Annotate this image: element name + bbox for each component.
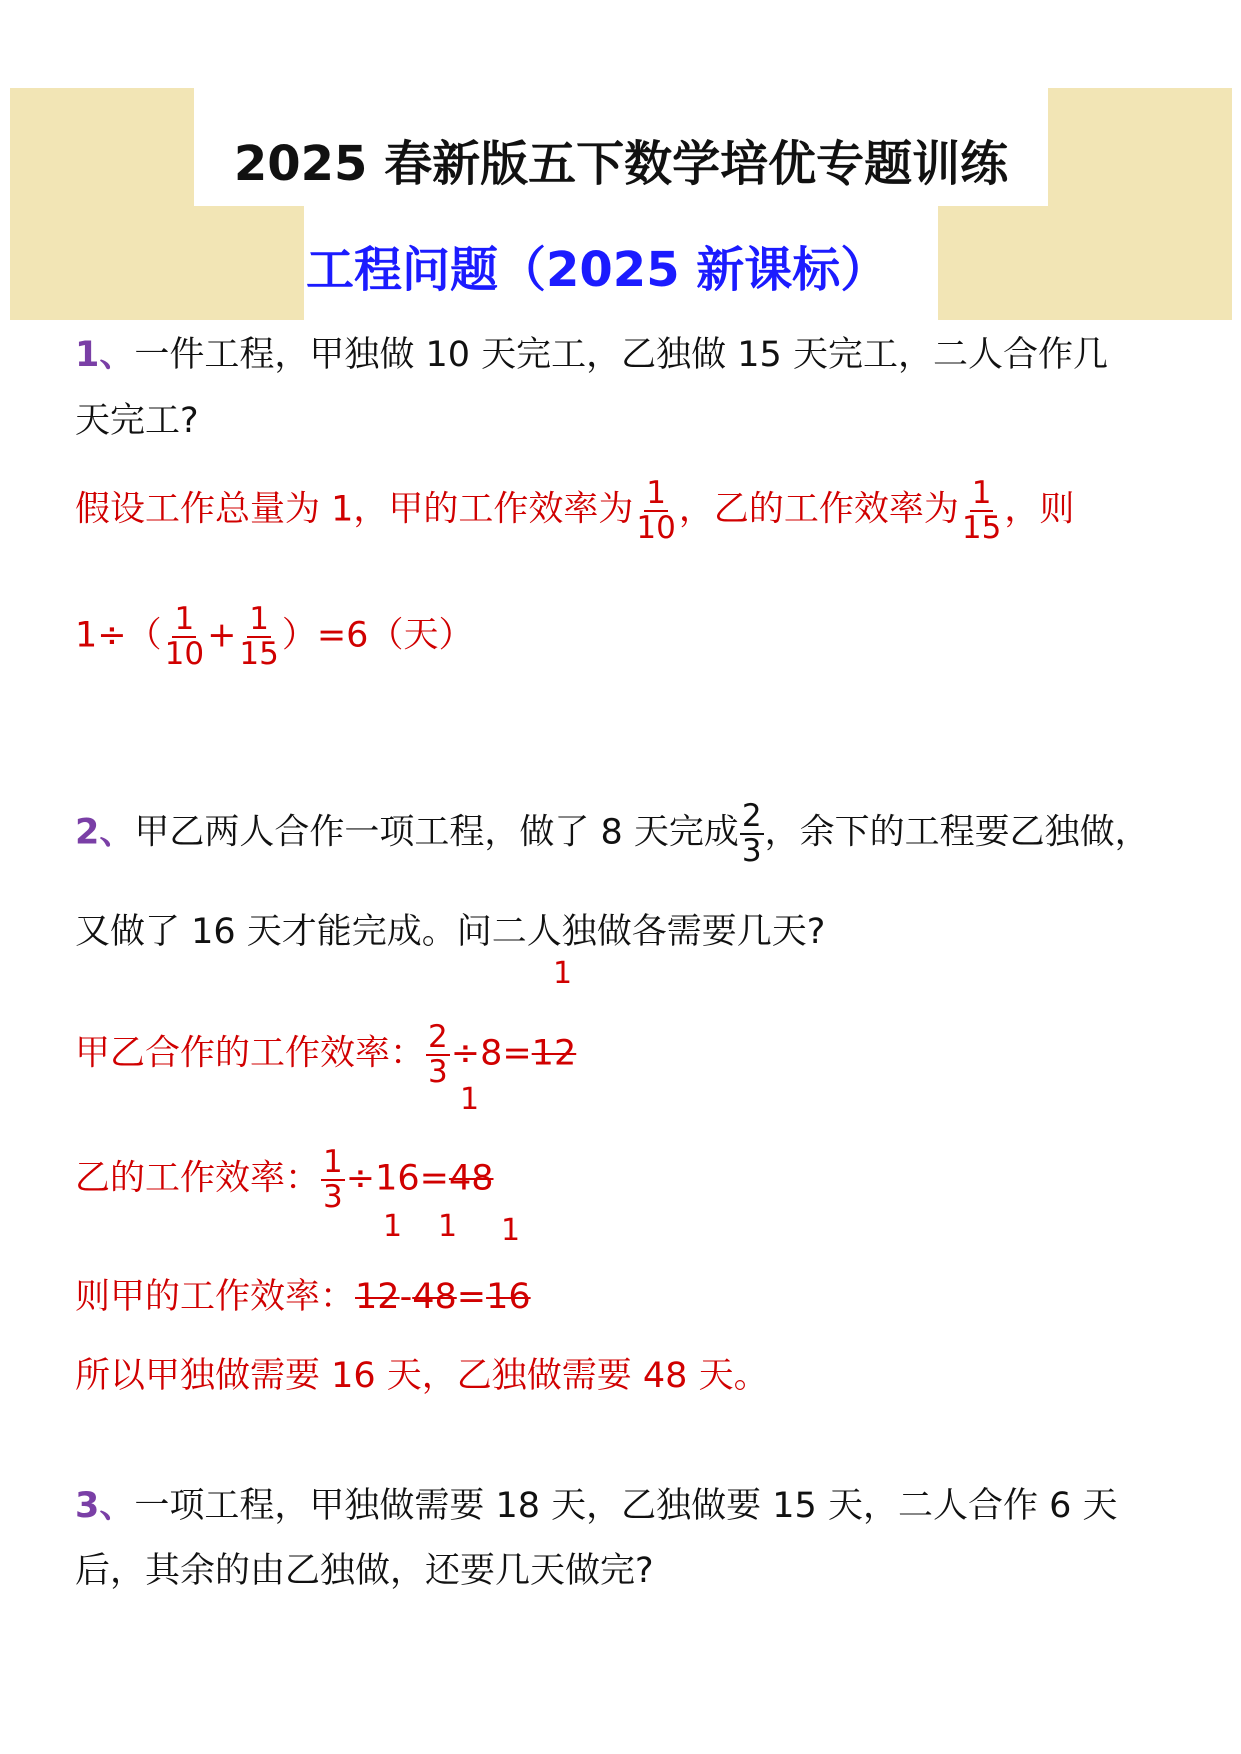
denominator: 10 — [164, 635, 205, 672]
question-3 — [75, 1486, 1118, 1526]
step-label: 则甲的工作效率： — [75, 1277, 356, 1317]
fraction — [237, 603, 280, 670]
denominator: 3 — [741, 832, 762, 869]
result-numerator: 1 — [553, 956, 573, 991]
denominator: 15 — [239, 635, 279, 672]
q2-step-2 — [75, 1146, 494, 1213]
step-label: 甲乙合作的工作效率： — [75, 1033, 426, 1074]
denominator: 10 — [636, 509, 676, 546]
page-subtitle: 工程问题（2025 新课标） — [306, 242, 889, 298]
result-numerator: 1 — [460, 1082, 480, 1117]
question-separator: 、 — [99, 335, 135, 375]
numerator: 1 — [249, 601, 269, 637]
question-separator: 、 — [99, 1486, 135, 1526]
numerator: 1 — [323, 1144, 343, 1180]
question-separator: 、 — [99, 812, 135, 853]
numerator-1: 1 — [383, 1209, 403, 1244]
answer-text: 1÷（ — [75, 615, 162, 656]
question-1 — [75, 335, 1108, 375]
step-label: 乙的工作效率： — [75, 1158, 321, 1199]
fraction — [960, 477, 1003, 544]
plus-sign: + — [207, 615, 237, 656]
denominator-3: 16 — [486, 1277, 531, 1317]
minus-sign: - — [399, 1277, 413, 1317]
answer-text: ）=6（天） — [281, 615, 474, 656]
denominator: 15 — [961, 509, 1002, 546]
step-expression: ÷16= — [345, 1158, 449, 1199]
subtitle-band-right — [938, 206, 1048, 320]
question-number: 3 — [75, 1486, 100, 1526]
fraction — [740, 800, 764, 867]
answer-text: 假设工作总量为 1，甲的工作效率为 — [75, 489, 634, 530]
step-expression: ÷8= — [450, 1033, 532, 1074]
q2-step-3 — [75, 1277, 531, 1317]
header-band-right — [1048, 88, 1232, 320]
page-title: 2025 春新版五下数学培优专题训练 — [233, 136, 1009, 192]
numerator: 2 — [428, 1019, 448, 1055]
result-denominator: 48 — [448, 1158, 494, 1199]
result-denominator: 12 — [531, 1033, 577, 1074]
q2-conclusion: 所以甲独做需要 16 天，乙独做需要 48 天。 — [75, 1356, 769, 1396]
fraction — [426, 1021, 450, 1088]
equals-sign: = — [456, 1277, 487, 1317]
question-3-line-2: 后，其余的由乙独做，还要几天做完? — [75, 1551, 654, 1591]
question-2-line-2: 又做了 16 天才能完成。问二人独做各需要几天? — [75, 912, 826, 952]
numerator: 2 — [741, 798, 762, 834]
subtitle-band-left — [194, 206, 304, 320]
numerator-2: 1 — [438, 1209, 458, 1244]
question-text: 甲乙两人合作一项工程，做了 8 天完成 — [134, 812, 739, 853]
fraction — [321, 1146, 345, 1213]
numerator: 1 — [646, 475, 666, 511]
answer-text: ，则 — [1004, 489, 1075, 530]
question-1-line-2: 天完工? — [75, 401, 199, 441]
question-text: ，余下的工程要乙独做， — [764, 812, 1150, 853]
numerator: 1 — [174, 601, 195, 637]
q1-answer-line-2 — [75, 603, 473, 670]
denominator-2: 48 — [412, 1277, 457, 1317]
header-band-left — [10, 88, 194, 320]
question-text: 一件工程，甲独做 10 天完工，乙独做 15 天完工，二人合作几 — [134, 335, 1108, 375]
numerator-3: 1 — [501, 1213, 521, 1248]
answer-text: ，乙的工作效率为 — [678, 489, 959, 530]
question-2 — [75, 800, 1150, 867]
q2-step-1 — [75, 1021, 576, 1088]
fraction — [634, 477, 677, 544]
denominator-1: 12 — [355, 1277, 400, 1317]
q1-answer-line-1 — [75, 477, 1074, 544]
denominator: 3 — [323, 1178, 343, 1215]
question-text: 一项工程，甲独做需要 18 天，乙独做要 15 天，二人合作 6 天 — [134, 1486, 1118, 1526]
denominator: 3 — [428, 1053, 448, 1090]
fraction — [163, 603, 206, 670]
question-number: 2 — [75, 812, 100, 853]
numerator: 1 — [971, 475, 992, 511]
question-number: 1 — [75, 335, 100, 375]
